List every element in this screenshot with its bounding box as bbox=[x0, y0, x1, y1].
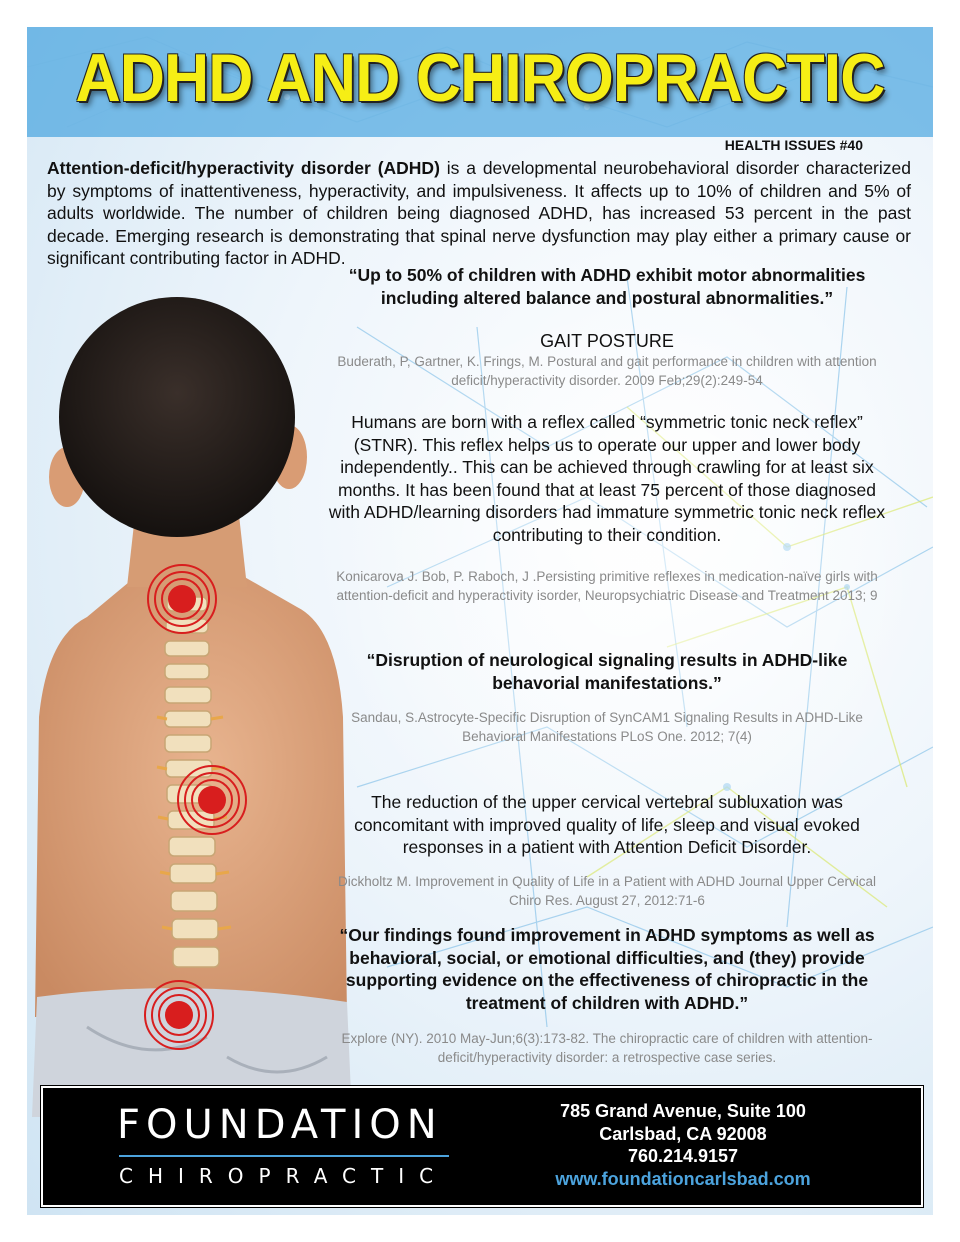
intro-lead: Attention-deficit/hyperactivity disorder (ADHD) bbox=[47, 158, 440, 178]
address-line-1: 785 Grand Avenue, Suite 100 bbox=[560, 1101, 806, 1121]
intro-text: is a developmental neurobehavioral disorder characterized by symptoms of inattentiveness, hyperactivity, and impulsiveness. It affects up to 10% of children and 5% of adults worldwide. The number of children being diagnosed ADHD, has increased 53 percent in the past decade. Emerging research is demonstrating that spinal nerve dysfunction may play either a primary cause or significant contributing factor in ADHD. bbox=[47, 158, 911, 269]
logo-subtitle: CHIROPRACTIC bbox=[119, 1164, 449, 1188]
poster bbox=[27, 27, 933, 1215]
cervical-paragraph: The reduction of the upper cervical vertebral subluxation was concomitant with improved quality of life, sleep and visual evoked responses in a patient with Attention Deficit Disorder. bbox=[354, 792, 860, 857]
intro-paragraph bbox=[47, 157, 911, 270]
logo-divider bbox=[119, 1155, 449, 1157]
phone-number: 760.214.9157 bbox=[627, 1146, 739, 1166]
quote-neurological-signaling: “Disruption of neurological signaling results in ADHD-like behavorial manifestations.” bbox=[366, 650, 848, 693]
citation-explore: Explore (NY). 2010 May-Jun;6(3):173-82. The chiropractic care of children with attention-deficit/hyperactivity disorder: a retrospective case series. bbox=[341, 1031, 873, 1065]
footer-banner bbox=[41, 1086, 923, 1207]
contact-block bbox=[523, 1100, 843, 1190]
logo-wordmark: FOUNDATION bbox=[117, 1102, 443, 1148]
website-link[interactable]: www.foundationcarlsbad.com bbox=[555, 1168, 811, 1189]
child-back-spine-illustration bbox=[27, 297, 357, 1117]
citation-buderath: Buderath, P, Gartner, K. Frings, M. Postural and gait performance in children with attention deficit/hyperactivity disorder. 2009 Feb;29(2):249-54 bbox=[337, 354, 877, 388]
stnr-paragraph: Humans are born with a reflex called “symmetric tonic neck reflex” (STNR). This reflex helps us to operate our upper and lower body independently.. This can be achieved through crawling for at least six months. It has been found that at least 75 percent of those diagnosed with ADHD/learning disorders had immature symmetric tonic neck reflex contributing to their condition. bbox=[328, 412, 886, 545]
citation-konicarova: Konicarova J. Bob, P. Raboch, J .Persisting primitive reflexes in medication-naïve girls with attention-deficit and hyperactivity isorder, Neuropsychiatric Disease and Treatment 2013; 9 bbox=[336, 569, 878, 603]
quote-findings: “Our findings found improvement in ADHD symptoms as well as behavioral, social, or emotional difficulties, and (they) provide supporting evidence on the effectiveness of chiropractic in the treatment of children with ADHD.” bbox=[339, 925, 875, 1013]
issue-number: HEALTH ISSUES #40 bbox=[724, 137, 863, 153]
citation-dickholtz: Dickholtz M. Improvement in Quality of Life in a Patient with ADHD Journal Upper Cervical Chiro Res. August 27, 2012:71-6 bbox=[338, 874, 876, 908]
poster-title: ADHD AND CHIROPRACTIC bbox=[75, 40, 885, 116]
address-line-2: Carlsbad, CA 92008 bbox=[599, 1123, 767, 1144]
citation-sandau: Sandau, S.Astrocyte-Specific Disruption of SynCAM1 Signaling Results in ADHD-Like Behavioral Manifestations PLoS One. 2012; 7(4) bbox=[351, 710, 863, 744]
gait-posture-heading: GAIT POSTURE bbox=[540, 331, 674, 351]
quote-motor-abnormalities: “Up to 50% of children with ADHD exhibit motor abnormalities including altered balance and postural abnormalities.” bbox=[348, 265, 866, 308]
